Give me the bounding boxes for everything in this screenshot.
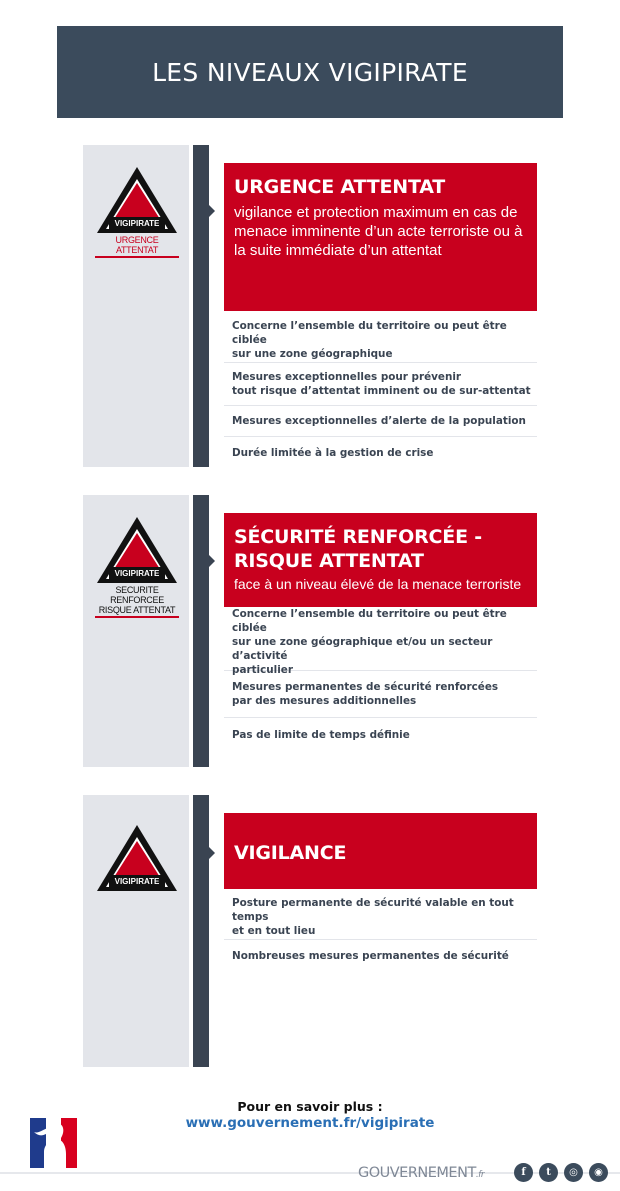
level-title-box (224, 813, 537, 889)
measure-item: Mesures exceptionnelles pour prévenir tout risque d’attentat imminent ou de sur-attentat (224, 363, 537, 406)
measure-item: Concerne l’ensemble du territoire ou peut être ciblée sur une zone géographique (224, 317, 537, 363)
level-title: URGENCE ATTENTAT (234, 176, 446, 198)
measure-item: Mesures permanentes de sécurité renforcées par des mesures additionnelles (224, 671, 537, 718)
pointer-notch (209, 205, 215, 217)
level-side-bar (193, 495, 209, 767)
level-description: face à un niveau élevé de la menace terroriste (234, 576, 522, 592)
measure-list (224, 607, 537, 751)
twitter-icon[interactable]: t (539, 1163, 558, 1182)
level-title-box (224, 163, 537, 311)
level-title-box (224, 513, 537, 607)
vigipirate-link[interactable]: www.gouvernement.fr/vigipirate (185, 1115, 435, 1131)
vigipirate-logo (95, 165, 179, 258)
logo-word: VIGIPIRATE (114, 219, 160, 228)
pointer-notch (209, 847, 215, 859)
instagram-icon[interactable]: ◎ (564, 1163, 583, 1182)
measure-item: Durée limitée à la gestion de crise (232, 446, 434, 459)
level-title: SÉCURITÉ RENFORCÉE - RISQUE ATTENTAT (234, 526, 482, 572)
level-title: VIGILANCE (234, 842, 347, 864)
more-info-label: Pour en savoir plus : (237, 1099, 383, 1114)
facebook-icon[interactable]: f (514, 1163, 533, 1182)
logo-level-label: URGENCE ATTENTAT (95, 235, 179, 258)
logo-word: VIGIPIRATE (114, 569, 160, 578)
snapchat-icon[interactable]: ◉ (589, 1163, 608, 1182)
level-vigilance (83, 795, 539, 1067)
logo-word: VIGIPIRATE (114, 877, 160, 886)
measure-item: Posture permanente de sécurité valable en tout temps et en tout lieu (224, 895, 537, 940)
page-title: LES NIVEAUX VIGIPIRATE (57, 26, 563, 118)
measure-list (224, 895, 537, 972)
measure-item: Concerne l’ensemble du territoire ou peut être ciblée sur une zone géographique et/ou un secteur d’activité particulier (224, 613, 537, 671)
measure-item: Mesures exceptionnelles d’alerte de la population (224, 406, 537, 437)
measure-item: Nombreuses mesures permanentes de sécurité (232, 950, 509, 962)
logo-level-label: SECURITE RENFORCEE RISQUE ATTENTAT (95, 585, 179, 618)
pointer-notch (209, 555, 215, 567)
level-side-bar (193, 145, 209, 467)
vigipirate-logo (95, 823, 179, 893)
measure-list (224, 317, 537, 468)
vigipirate-logo (95, 515, 179, 618)
level-urgence-attentat (83, 145, 539, 467)
measure-item: Pas de limite de temps définie (232, 728, 410, 741)
marianne-logo (30, 1118, 77, 1168)
level-description: vigilance et protection maximum en cas de menace imminente d’un acte terroriste ou à la suite immédiate d’un attentat (234, 204, 523, 259)
level-side-bar (193, 795, 209, 1067)
level-securite-renforcee (83, 495, 539, 767)
gouvernement-logo: GOUVERNEMENT.fr (358, 1165, 485, 1181)
